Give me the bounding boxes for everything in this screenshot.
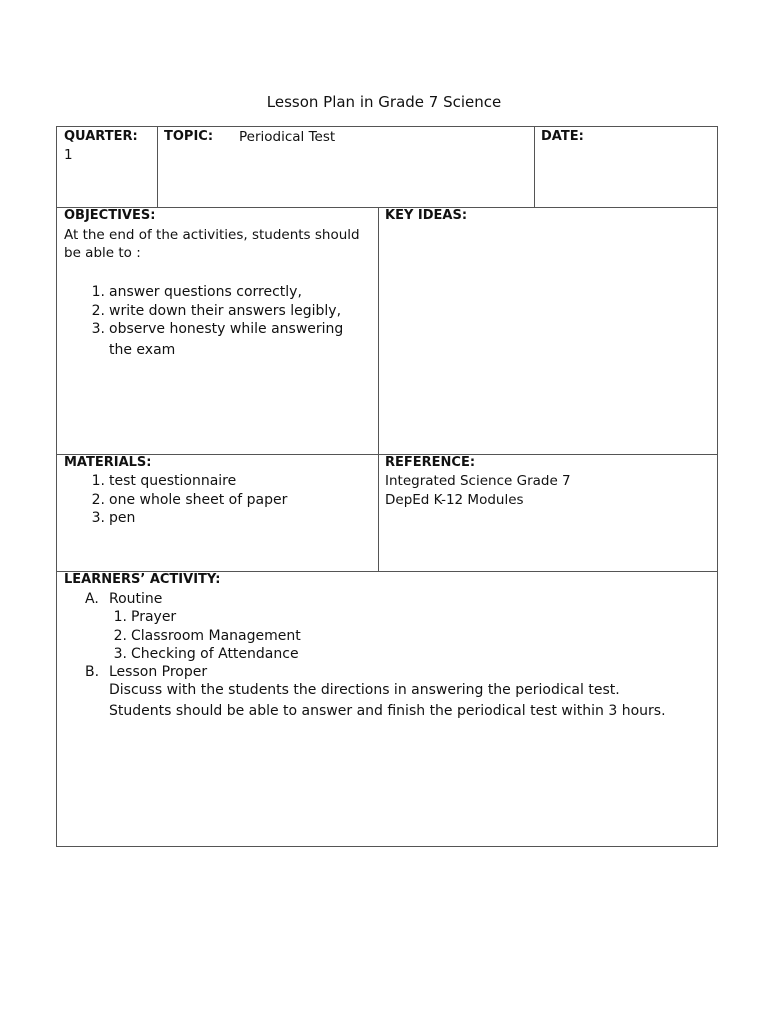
list-item bbox=[85, 472, 365, 491]
list-item bbox=[85, 491, 365, 510]
list-text: pen bbox=[109, 510, 136, 526]
materials-list bbox=[85, 472, 365, 528]
activity-a-text: Routine bbox=[109, 591, 163, 607]
topic-label: TOPIC: bbox=[164, 129, 214, 144]
key-ideas-label: KEY IDEAS: bbox=[385, 208, 468, 223]
list-number: 2. bbox=[91, 302, 105, 319]
list-item bbox=[107, 627, 301, 646]
reference-line2: DepEd K-12 Modules bbox=[385, 492, 524, 508]
list-item bbox=[85, 509, 365, 528]
list-item bbox=[85, 320, 365, 359]
materials-label: MATERIALS: bbox=[64, 455, 152, 470]
list-number: 2. bbox=[113, 627, 127, 644]
quarter-label: QUARTER: bbox=[64, 129, 138, 144]
objectives-list bbox=[85, 283, 365, 359]
reference-cell bbox=[378, 454, 718, 572]
reference-line1: Integrated Science Grade 7 bbox=[385, 473, 571, 489]
quarter-value: 1 bbox=[64, 147, 73, 163]
reference-label: REFERENCE: bbox=[385, 455, 476, 470]
topic-cell bbox=[157, 126, 535, 208]
objectives-intro-line2: be able to : bbox=[64, 245, 141, 261]
activity-a-item bbox=[85, 590, 162, 609]
topic-value: Periodical Test bbox=[239, 129, 336, 145]
list-text: write down their answers legibly, bbox=[109, 302, 342, 319]
list-number: 3. bbox=[113, 646, 127, 662]
objectives-intro-line1: At the end of the activities, students should bbox=[64, 227, 360, 243]
list-text: one whole sheet of paper bbox=[109, 491, 288, 508]
materials-cell bbox=[56, 454, 379, 572]
activity-a-marker: A. bbox=[85, 591, 99, 607]
document-title: Lesson Plan in Grade 7 Science bbox=[266, 93, 502, 111]
list-number: 3. bbox=[91, 321, 105, 337]
list-text: Checking of Attendance bbox=[131, 646, 299, 662]
list-text: answer questions correctly, bbox=[109, 284, 302, 300]
routine-list bbox=[107, 608, 301, 664]
list-text: observe honesty while answering bbox=[109, 321, 344, 337]
objectives-label: OBJECTIVES: bbox=[64, 208, 156, 223]
list-item bbox=[107, 608, 301, 627]
activity-label: LEARNERS’ ACTIVITY: bbox=[64, 572, 221, 587]
objectives-cell bbox=[56, 207, 379, 455]
list-text-continued: the exam bbox=[109, 341, 176, 358]
list-text: Classroom Management bbox=[131, 627, 301, 644]
key-ideas-cell bbox=[378, 207, 718, 455]
list-number: 1. bbox=[91, 473, 105, 489]
list-text: test questionnaire bbox=[109, 473, 237, 489]
activity-b-marker: B. bbox=[85, 664, 100, 680]
list-item bbox=[85, 302, 365, 321]
list-item bbox=[85, 283, 365, 302]
activity-b-line2: Students should be able to answer and finish the periodical test within 3 hours. bbox=[109, 703, 666, 719]
date-label: DATE: bbox=[541, 129, 584, 144]
list-number: 1. bbox=[113, 609, 127, 625]
list-number: 1. bbox=[91, 284, 105, 300]
date-cell bbox=[534, 126, 718, 208]
list-number: 3. bbox=[91, 510, 105, 526]
activity-b-line1: Discuss with the students the directions in answering the periodical test. bbox=[109, 682, 620, 698]
list-number: 2. bbox=[91, 491, 105, 508]
activity-b-text: Lesson Proper bbox=[109, 664, 208, 680]
list-text: Prayer bbox=[131, 609, 177, 625]
quarter-cell bbox=[56, 126, 158, 208]
activity-cell bbox=[56, 571, 718, 847]
activity-b-item bbox=[85, 663, 207, 682]
list-item bbox=[107, 645, 301, 664]
